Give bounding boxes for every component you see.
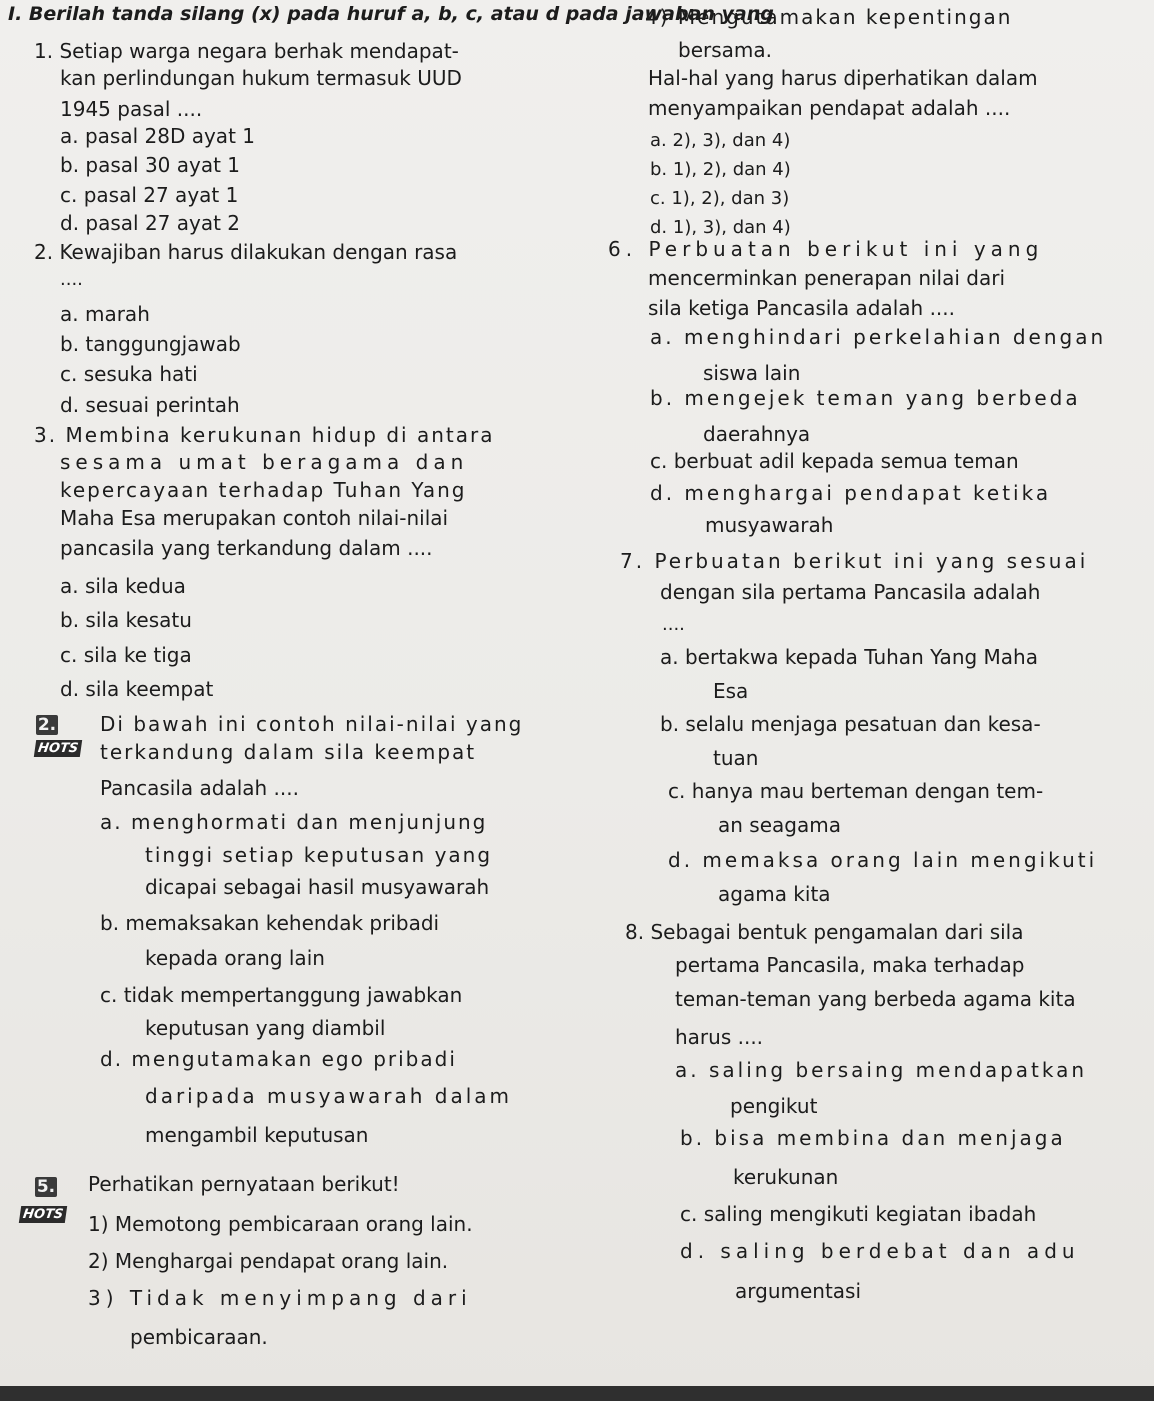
instruction-heading: I. Berilah tanda silang (x) pada huruf a, b, c, atau d pada jawaban yang <box>8 3 774 25</box>
q6-option-a[interactable]: a. menghindari perkelahian dengan <box>650 325 1107 349</box>
q6-stem-line: sila ketiga Pancasila adalah .... <box>648 296 956 320</box>
q6-option-d-cont: musyawarah <box>705 513 834 537</box>
q4-stem-line: Di bawah ini contoh nilai-nilai yang <box>100 712 524 736</box>
q6-option-c[interactable]: c. berbuat adil kepada semua teman <box>650 449 1019 473</box>
q7-option-b-cont: tuan <box>713 746 759 770</box>
q1-option-d[interactable]: d. pasal 27 ayat 2 <box>60 211 241 235</box>
q4-option-b[interactable]: b. memaksakan kehendak pribadi <box>100 911 440 935</box>
q2-stem-line: .... <box>60 269 83 290</box>
q4-option-a-cont: dicapai sebagai hasil musyawarah <box>145 875 490 899</box>
q5-statement-1: 1) Memotong pembicaraan orang lain. <box>88 1212 473 1236</box>
q5-statement-3: 3) Tidak menyimpang dari <box>88 1286 472 1310</box>
q4-option-c-cont: keputusan yang diambil <box>145 1016 386 1040</box>
q5-number-badge: 5. <box>36 1177 56 1197</box>
q8-option-d[interactable]: d. saling berdebat dan adu <box>680 1239 1080 1263</box>
q8-option-b-cont: kerukunan <box>733 1165 839 1189</box>
q7-stem-line: .... <box>662 614 685 635</box>
q7-option-c-cont: an seagama <box>718 813 841 837</box>
q5-statement-3-cont: pembicaraan. <box>130 1325 268 1349</box>
q4-option-c[interactable]: c. tidak mempertanggung jawabkan <box>100 983 463 1007</box>
q3-option-d[interactable]: d. sila keempat <box>60 677 214 701</box>
q1-option-b[interactable]: b. pasal 30 ayat 1 <box>60 153 241 177</box>
q1-option-c[interactable]: c. pasal 27 ayat 1 <box>60 183 239 207</box>
q3-stem-line: 3. Membina kerukunan hidup di antara <box>34 423 495 447</box>
q5-statement-4: 4) Mengutamakan kepentingan <box>645 5 1013 29</box>
q2-option-b[interactable]: b. tanggungjawab <box>60 332 241 356</box>
q1-stem-line: 1. Setiap warga negara berhak mendapat- <box>34 39 459 63</box>
q5-option-a[interactable]: a. 2), 3), dan 4) <box>650 130 791 151</box>
q6-option-b[interactable]: b. mengejek teman yang berbeda <box>650 386 1081 410</box>
q7-option-d-cont: agama kita <box>718 882 831 906</box>
q8-option-c[interactable]: c. saling mengikuti kegiatan ibadah <box>680 1202 1037 1226</box>
q8-stem-line: teman-teman yang berbeda agama kita <box>675 987 1076 1011</box>
q1-stem-line: kan perlindungan hukum termasuk UUD <box>60 66 462 90</box>
q3-stem-line: sesama umat beragama dan <box>60 450 469 474</box>
q4-option-a[interactable]: a. menghormati dan menjunjung <box>100 810 488 834</box>
q1-option-a[interactable]: a. pasal 28D ayat 1 <box>60 124 255 148</box>
q5-question-line: menyampaikan pendapat adalah .... <box>648 96 1011 120</box>
q7-option-d[interactable]: d. memaksa orang lain mengikuti <box>668 848 1098 872</box>
q8-stem-line: harus .... <box>675 1025 764 1049</box>
q2-option-c[interactable]: c. sesuka hati <box>60 362 198 386</box>
q3-stem-line: pancasila yang terkandung dalam .... <box>60 536 433 560</box>
q4-option-d-cont: mengambil keputusan <box>145 1123 369 1147</box>
q5-stem: Perhatikan pernyataan berikut! <box>88 1172 400 1196</box>
q2-stem-line: 2. Kewajiban harus dilakukan dengan rasa <box>34 240 458 264</box>
q6-option-a-cont: siswa lain <box>703 361 801 385</box>
q7-stem-line: dengan sila pertama Pancasila adalah <box>660 580 1041 604</box>
q8-option-a[interactable]: a. saling bersaing mendapatkan <box>675 1058 1088 1082</box>
page-bottom-edge <box>0 1386 1154 1401</box>
q5-statement-2: 2) Menghargai pendapat orang lain. <box>88 1249 449 1273</box>
q4-option-a-cont: tinggi setiap keputusan yang <box>145 843 493 867</box>
q5-statement-4-cont: bersama. <box>678 38 772 62</box>
q3-option-c[interactable]: c. sila ke tiga <box>60 643 192 667</box>
q4-option-d[interactable]: d. mengutamakan ego pribadi <box>100 1047 457 1071</box>
q1-stem-line: 1945 pasal .... <box>60 97 203 121</box>
q7-option-a-cont: Esa <box>713 679 749 703</box>
q2-option-a[interactable]: a. marah <box>60 302 150 326</box>
q6-stem-line: mencerminkan penerapan nilai dari <box>648 266 1006 290</box>
q7-option-c[interactable]: c. hanya mau berteman dengan tem- <box>668 779 1044 803</box>
q5-question-line: Hal-hal yang harus diperhatikan dalam <box>648 66 1038 90</box>
hots-label: HOTS <box>34 740 83 757</box>
q4-option-d-cont: daripada musyawarah dalam <box>145 1084 513 1108</box>
q2-option-d[interactable]: d. sesuai perintah <box>60 393 240 417</box>
q8-option-d-cont: argumentasi <box>735 1279 862 1303</box>
q6-stem-line: 6. Perbuatan berikut ini yang <box>608 237 1044 261</box>
q7-option-a[interactable]: a. bertakwa kepada Tuhan Yang Maha <box>660 645 1038 669</box>
q4-stem-line: Pancasila adalah .... <box>100 776 299 800</box>
q6-option-d[interactable]: d. menghargai pendapat ketika <box>650 481 1052 505</box>
q3-stem-line: Maha Esa merupakan contoh nilai-nilai <box>60 506 449 530</box>
hots-label: HOTS <box>19 1206 68 1223</box>
q5-option-d[interactable]: d. 1), 3), dan 4) <box>650 217 791 238</box>
q7-option-b[interactable]: b. selalu menjaga pesatuan dan kesa- <box>660 712 1041 736</box>
q8-option-b[interactable]: b. bisa membina dan menjaga <box>680 1126 1066 1150</box>
q6-option-b-cont: daerahnya <box>703 422 811 446</box>
q3-option-a[interactable]: a. sila kedua <box>60 574 186 598</box>
q8-stem-line: pertama Pancasila, maka terhadap <box>675 953 1025 977</box>
q3-stem-line: kepercayaan terhadap Tuhan Yang <box>60 478 467 502</box>
q3-option-b[interactable]: b. sila kesatu <box>60 608 192 632</box>
q7-stem-line: 7. Perbuatan berikut ini yang sesuai <box>620 549 1089 573</box>
q5-option-c[interactable]: c. 1), 2), dan 3) <box>650 188 790 209</box>
q5-option-b[interactable]: b. 1), 2), dan 4) <box>650 159 791 180</box>
q4-option-b-cont: kepada orang lain <box>145 946 325 970</box>
q8-stem-line: 8. Sebagai bentuk pengamalan dari sila <box>625 920 1024 944</box>
q4-stem-line: terkandung dalam sila keempat <box>100 740 477 764</box>
q4-number-badge: 2. <box>37 715 57 735</box>
q8-option-a-cont: pengikut <box>730 1094 818 1118</box>
